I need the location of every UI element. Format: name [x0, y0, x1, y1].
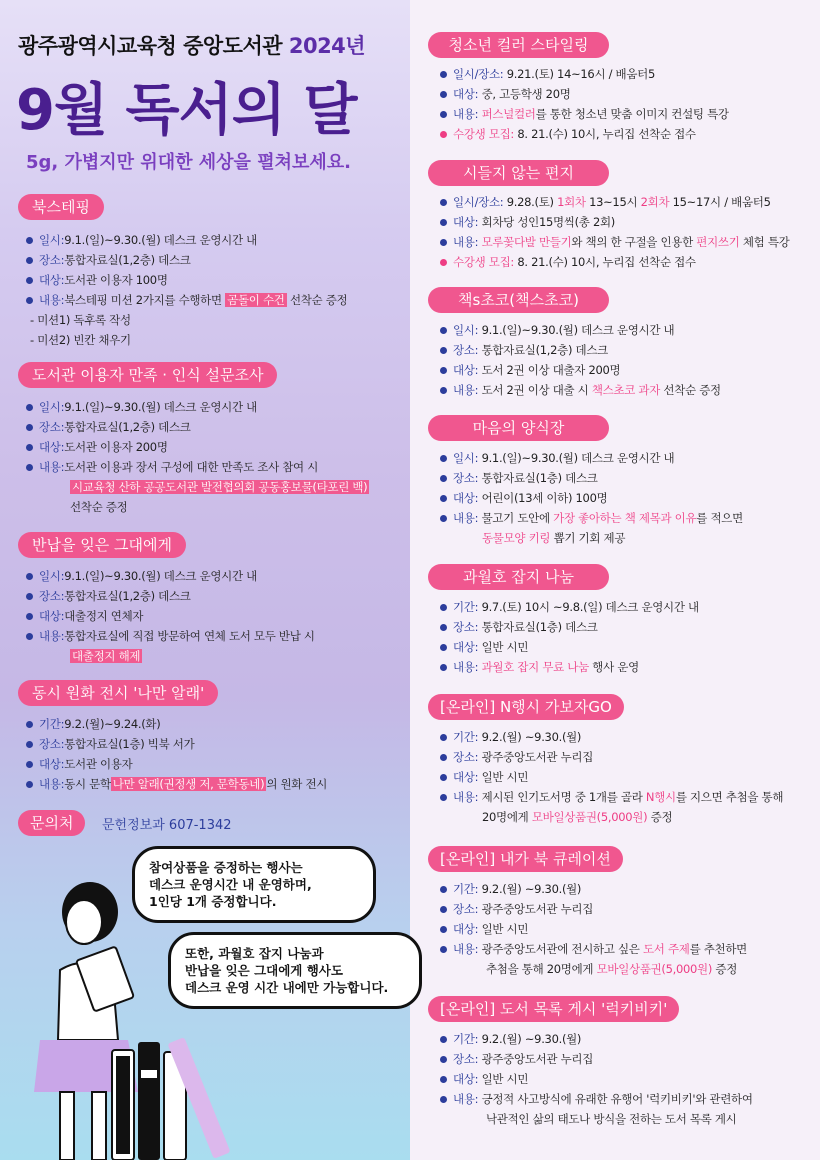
section-list-bookstepping — [26, 230, 347, 350]
list-item: 대상: 일반 시민 — [440, 767, 783, 787]
bullet-icon — [440, 475, 447, 482]
list-item: 대상:도서관 이용자 200명 — [26, 437, 369, 457]
list-item: 장소:통합자료실(1,2층) 데스크 — [26, 250, 347, 270]
section-list-lucky-vicky — [440, 1029, 753, 1129]
bullet-icon — [440, 664, 447, 671]
list-item: 대상: 회차당 성인15명씩(총 2회) — [440, 212, 789, 232]
list-item: 동물모양 키링 뽑기 기회 제공 — [482, 531, 626, 545]
list-item: 대상: 어린이(13세 이하) 100명 — [440, 488, 743, 508]
bullet-icon — [440, 199, 447, 206]
section-header-mind-food: 마음의 양식장 — [428, 415, 609, 441]
list-item: 대상: 도서 2권 이상 대출자 200명 — [440, 360, 721, 380]
list-item: 일시:9.1.(일)~9.30.(월) 데스크 운영시간 내 — [26, 230, 347, 250]
list-item: 시교육청 산하 공공도서관 발전협의회 공동홍보물(타포린 백) — [72, 480, 368, 494]
section-header-nhaengsi: [온라인] N행시 가보자GO — [428, 694, 624, 720]
section-header-curation: [온라인] 내가 북 큐레이션 — [428, 846, 623, 872]
list-item: 내용: 긍정적 사고방식에 유래한 유행어 '럭키비키'와 관련하여 — [440, 1089, 753, 1109]
bullet-icon — [26, 444, 33, 451]
bullet-icon — [440, 327, 447, 334]
bullet-icon — [440, 1036, 447, 1043]
list-item: 내용: 모루꽃다발 만들기와 책의 한 구절을 인용한 편지쓰기 체험 특강 — [440, 232, 789, 252]
list-item: 일시:9.1.(일)~9.30.(월) 데스크 운영시간 내 — [26, 397, 369, 417]
list-item: 기간:9.2.(월)~9.24.(화) — [26, 714, 327, 734]
standing-book-2-band — [141, 1070, 157, 1078]
section-header-exhibition: 동시 원화 전시 '나만 알래' — [18, 680, 218, 706]
bullet-icon — [26, 781, 33, 788]
list-item: 대상:대출정지 연체자 — [26, 606, 315, 626]
list-item: 기간: 9.7.(토) 10시 ~9.8.(일) 데스크 운영시간 내 — [440, 597, 699, 617]
bullet-icon — [440, 624, 447, 631]
list-item: 일시/장소: 9.28.(토) 1회차 13~15시 2회차 15~17시 / 배움터5 — [440, 192, 789, 212]
section-list-choco — [440, 320, 721, 400]
face-shape — [66, 900, 102, 944]
bullet-icon — [26, 633, 33, 640]
list-item: 대상: 일반 시민 — [440, 919, 747, 939]
list-item: 내용:통합자료실에 직접 방문하여 연체 도서 모두 반납 시 — [26, 626, 315, 646]
bullet-icon — [440, 71, 447, 78]
section-list-curation — [440, 879, 747, 979]
bullet-icon — [440, 946, 447, 953]
bullet-icon — [26, 404, 33, 411]
section-list-color-styling — [440, 64, 729, 144]
list-item: 대상: 중, 고등학생 20명 — [440, 84, 729, 104]
list-item: 기간: 9.2.(월) ~9.30.(월) — [440, 879, 747, 899]
year-label: 2024년 — [288, 34, 366, 58]
bullet-icon — [440, 774, 447, 781]
bullet-icon — [440, 1096, 447, 1103]
list-item: 장소: 광주중앙도서관 누리집 — [440, 899, 747, 919]
leg-left — [60, 1092, 74, 1160]
bullet-icon — [440, 91, 447, 98]
bullet-icon — [26, 237, 33, 244]
list-item: 선착순 증정 — [70, 500, 128, 514]
bullet-icon — [440, 515, 447, 522]
organization-title — [18, 30, 365, 60]
bullet-icon — [440, 219, 447, 226]
bullet-icon — [440, 754, 447, 761]
list-item: 20명에게 모바일상품권(5,000원) 증정 — [482, 810, 673, 824]
list-item: 기간: 9.2.(월) ~9.30.(월) — [440, 1029, 753, 1049]
bullet-icon — [26, 593, 33, 600]
list-item: 대상: 일반 시민 — [440, 1069, 753, 1089]
bullet-icon — [440, 259, 447, 266]
bullet-icon — [440, 644, 447, 651]
list-item: 기간: 9.2.(월) ~9.30.(월) — [440, 727, 783, 747]
list-item: - 미션2) 빈칸 채우기 — [30, 333, 131, 347]
bullet-icon — [26, 573, 33, 580]
section-header-lucky-vicky: [온라인] 도서 목록 게시 '럭키비키' — [428, 996, 679, 1022]
bullet-icon — [26, 761, 33, 768]
section-list-letter — [440, 192, 789, 272]
list-item: 장소: 통합자료실(1층) 데스크 — [440, 468, 743, 488]
bullet-icon — [26, 741, 33, 748]
speech-bubble-hours: 또한, 과월호 잡지 나눔과 반납을 잊은 그대에게 행사도 데스크 운영 시간 내에만 가능합니다. — [168, 932, 422, 1009]
bullet-icon — [440, 734, 447, 741]
list-item: 일시/장소: 9.21.(토) 14~16시 / 배움터5 — [440, 64, 729, 84]
list-item: 장소:통합자료실(1층) 빅북 서가 — [26, 734, 327, 754]
section-header-return: 반납을 잊은 그대에게 — [18, 532, 186, 558]
bullet-icon — [440, 604, 447, 611]
list-item: 추첨을 통해 20명에게 모바일상품권(5,000원) 증정 — [486, 962, 738, 976]
standing-book-2 — [138, 1042, 160, 1160]
bullet-icon — [26, 613, 33, 620]
page-title: 9월 독서의 달 — [16, 78, 357, 143]
bullet-icon — [440, 495, 447, 502]
section-header-color-styling: 청소년 컬러 스타일링 — [428, 32, 609, 58]
list-item: - 미션1) 독후록 작성 — [30, 313, 131, 327]
list-item: 장소: 통합자료실(1,2층) 데스크 — [440, 340, 721, 360]
list-item: 장소: 광주중앙도서관 누리집 — [440, 747, 783, 767]
list-item: 수강생 모집: 8. 21.(수) 10시, 누리집 선착순 접수 — [440, 252, 789, 272]
list-item: 장소: 통합자료실(1층) 데스크 — [440, 617, 699, 637]
list-item: 대상:도서관 이용자 100명 — [26, 270, 347, 290]
section-list-nhaengsi — [440, 727, 783, 827]
bullet-icon — [26, 297, 33, 304]
bullet-icon — [26, 721, 33, 728]
section-header-magazine: 과월호 잡지 나눔 — [428, 564, 609, 590]
tagline: 5g, 가볍지만 위대한 세상을 펼쳐보세요. — [26, 152, 351, 173]
section-list-return — [26, 566, 315, 666]
bullet-icon — [440, 455, 447, 462]
section-header-bookstepping: 북스테핑 — [18, 194, 104, 220]
leg-right — [92, 1092, 106, 1160]
bullet-icon — [440, 239, 447, 246]
standing-book-1-spine — [116, 1056, 130, 1154]
list-item: 낙관적인 삶의 태도나 방식을 전하는 도서 목록 게시 — [486, 1112, 737, 1126]
list-item: 일시: 9.1.(일)~9.30.(월) 데스크 운영시간 내 — [440, 448, 743, 468]
bullet-icon — [440, 926, 447, 933]
bullet-icon — [26, 257, 33, 264]
speech-bubble-notice: 참여상품을 증정하는 행사는 데스크 운영시간 내 운영하며, 1인당 1개 증정합니다. — [132, 846, 376, 923]
list-item: 내용:도서관 이용과 장서 구성에 대한 만족도 조사 참여 시 — [26, 457, 369, 477]
list-item: 내용: 광주중앙도서관에 전시하고 싶은 도서 주제를 추천하면 — [440, 939, 747, 959]
section-header-choco: 책s초코(책스초코) — [428, 287, 609, 313]
bullet-icon — [26, 277, 33, 284]
section-list-magazine — [440, 597, 699, 677]
list-item: 일시: 9.1.(일)~9.30.(월) 데스크 운영시간 내 — [440, 320, 721, 340]
list-item: 장소:통합자료실(1,2층) 데스크 — [26, 417, 369, 437]
bullet-icon — [440, 1056, 447, 1063]
bullet-icon — [26, 464, 33, 471]
section-header-letter: 시들지 않는 편지 — [428, 160, 609, 186]
bullet-icon — [440, 906, 447, 913]
list-item: 대상:도서관 이용자 — [26, 754, 327, 774]
bullet-icon — [440, 387, 447, 394]
bullet-icon — [440, 347, 447, 354]
list-item: 수강생 모집: 8. 21.(수) 10시, 누리집 선착순 접수 — [440, 124, 729, 144]
bullet-icon — [440, 1076, 447, 1083]
list-item: 내용:북스테핑 미션 2가지를 수행하면 곰돌이 수건 선착순 증정 — [26, 290, 347, 310]
list-item: 대상: 일반 시민 — [440, 637, 699, 657]
list-item: 장소:통합자료실(1,2층) 데스크 — [26, 586, 315, 606]
list-item: 내용:동시 문학 나만 알래(권정생 저, 문학동네) 의 원화 전시 — [26, 774, 327, 794]
organization-name: 광주광역시교육청 중앙도서관 — [18, 34, 283, 58]
section-list-survey — [26, 397, 369, 517]
list-item: 대출정지 해제 — [72, 649, 141, 663]
bullet-icon — [440, 367, 447, 374]
list-item: 내용: 물고기 도안에 가장 좋아하는 책 제목과 이유를 적으면 — [440, 508, 743, 528]
list-item: 일시:9.1.(일)~9.30.(월) 데스크 운영시간 내 — [26, 566, 315, 586]
bullet-icon — [440, 794, 447, 801]
bullet-icon — [440, 886, 447, 893]
bullet-icon — [26, 424, 33, 431]
list-item: 내용: 퍼스널컬러를 통한 청소년 맞춤 이미지 컨설팅 특강 — [440, 104, 729, 124]
list-item: 내용: 과월호 잡지 무료 나눔 행사 운영 — [440, 657, 699, 677]
contact-header: 문의처 — [18, 810, 85, 836]
contact-text: 문헌정보과 607-1342 — [102, 818, 232, 833]
section-header-survey: 도서관 이용자 만족 · 인식 설문조사 — [18, 362, 277, 388]
list-item: 장소: 광주중앙도서관 누리집 — [440, 1049, 753, 1069]
list-item: 내용: 도서 2권 이상 대출 시 책스초코 과자 선착순 증정 — [440, 380, 721, 400]
list-item: 내용: 제시된 인기도서명 중 1개를 골라 N행시를 지으면 추첨을 통해 — [440, 787, 783, 807]
section-list-exhibition — [26, 714, 327, 794]
section-list-mind-food — [440, 448, 743, 548]
bullet-icon — [440, 131, 447, 138]
bullet-icon — [440, 111, 447, 118]
